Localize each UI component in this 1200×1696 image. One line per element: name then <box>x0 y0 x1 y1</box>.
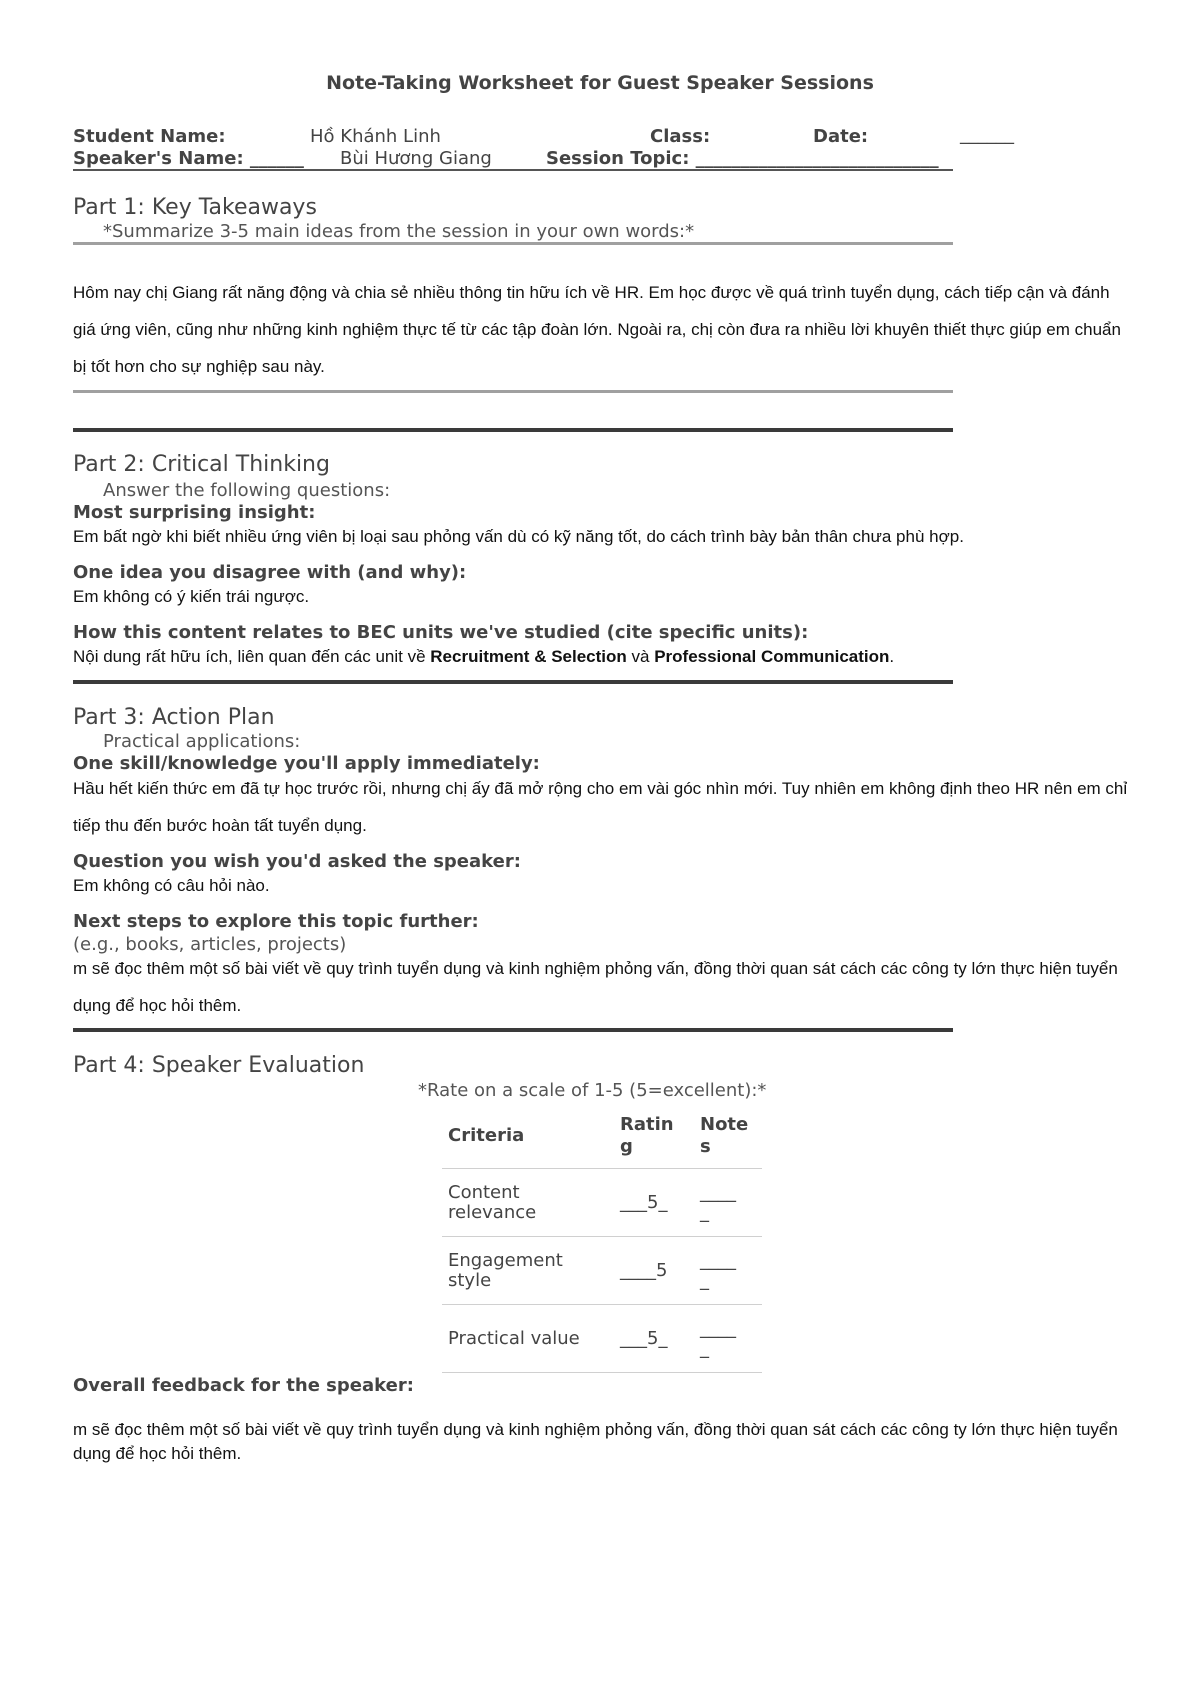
evaluation-header-row <box>442 1104 762 1169</box>
part3-question-ask: Question you wish you'd asked the speaker: <box>73 851 521 872</box>
part1-section-rule <box>73 428 953 432</box>
part2-question-bec: How this content relates to BEC units we've studied (cite specific units): <box>73 622 809 643</box>
date-label: Date: <box>813 126 869 147</box>
bec-answer-suffix: . <box>889 647 895 666</box>
col-rating: Ratin g <box>614 1104 694 1169</box>
speaker-name-value[interactable]: Bùi Hương Giang <box>340 148 492 169</box>
notes-blank: ____ _ <box>700 1181 736 1223</box>
part3-heading: Part 3: Action Plan <box>73 705 275 730</box>
header-underline <box>73 169 953 171</box>
date-blank[interactable]: ______ <box>960 124 1014 145</box>
part2-heading: Part 2: Critical Thinking <box>73 452 330 477</box>
notes-blank: ____ _ <box>700 1249 736 1291</box>
part3-question-next: Next steps to explore this topic further: <box>73 911 479 932</box>
class-label: Class: <box>650 126 711 147</box>
page-title: Note-Taking Worksheet for Guest Speaker Sessions <box>326 72 874 94</box>
notes-cell[interactable] <box>694 1169 762 1237</box>
speaker-name-label: Speaker's Name: ______ <box>73 148 304 169</box>
part3-answer-next[interactable]: m sẽ đọc thêm một số bài viết về quy trình tuyển dụng và kinh nghiệm phỏng vấn, đồng thời quan sát cách các công ty lớn thực hiện tuyển dụng để học hỏi thêm. <box>73 959 1118 1015</box>
part1-divider-bottom <box>73 390 953 393</box>
part4-heading: Part 4: Speaker Evaluation <box>73 1053 365 1078</box>
table-row <box>442 1237 762 1305</box>
part1-heading: Part 1: Key Takeaways <box>73 195 317 220</box>
part3-question-apply: One skill/knowledge you'll apply immediately: <box>73 753 540 774</box>
criteria-cell: Practical value <box>442 1305 614 1373</box>
part2-answer-bec[interactable] <box>73 647 1133 667</box>
part2-section-rule <box>73 680 953 684</box>
part3-instruction: Practical applications: <box>103 731 301 752</box>
overall-feedback-answer[interactable]: m sẽ đọc thêm một số bài viết về quy trình tuyển dụng và kinh nghiệm phỏng vấn, đồng thời quan sát cách các công ty lớn thực hiện tuyển dụng để học hỏi thêm. <box>73 1420 1118 1463</box>
part3-section-rule <box>73 1028 953 1032</box>
criteria-cell: Content relevance <box>442 1169 614 1237</box>
notes-cell[interactable] <box>694 1305 762 1373</box>
rating-cell[interactable]: ___5_ <box>614 1169 694 1237</box>
bec-answer-mid: và <box>626 647 655 666</box>
rating-cell[interactable]: ___5_ <box>614 1305 694 1373</box>
col-criteria: Criteria <box>442 1104 614 1169</box>
student-name-label: Student Name: <box>73 126 226 147</box>
part1-divider-top <box>73 242 953 245</box>
notes-cell[interactable] <box>694 1237 762 1305</box>
part2-question-disagree: One idea you disagree with (and why): <box>73 562 467 583</box>
part1-instruction: *Summarize 3-5 main ideas from the session in your own words:* <box>103 221 695 242</box>
part3-answer-apply[interactable]: Hầu hết kiến thức em đã tự học trước rồi, nhưng chị ấy đã mở rộng cho em vài góc nhìn mới. Tuy nhiên em không định theo HR nên em chỉ tiếp thu đến bước hoàn tất tuyển dụng. <box>73 779 1128 835</box>
part4-instruction: *Rate on a scale of 1-5 (5=excellent):* <box>418 1080 767 1101</box>
part2-instruction: Answer the following questions: <box>103 480 391 501</box>
criteria-cell: Engagement style <box>442 1237 614 1305</box>
overall-feedback-label: Overall feedback for the speaker: <box>73 1375 414 1396</box>
part3-next-hint: (e.g., books, articles, projects) <box>73 934 347 955</box>
bec-answer-prefix: Nội dung rất hữu ích, liên quan đến các unit về <box>73 647 431 666</box>
session-topic-label: Session Topic: ___________________________ <box>546 148 939 169</box>
col-notes: Note s <box>694 1104 762 1169</box>
bec-unit-communication: Professional Communication <box>654 647 890 666</box>
part3-answer-ask[interactable]: Em không có câu hỏi nào. <box>73 876 270 895</box>
bec-unit-recruitment: Recruitment & Selection <box>430 647 627 666</box>
part2-answer-surprising[interactable]: Em bất ngờ khi biết nhiều ứng viên bị loại sau phỏng vấn dù có kỹ năng tốt, do cách trình bày bản thân chưa phù hợp. <box>73 527 964 546</box>
rating-cell[interactable]: ____5 <box>614 1237 694 1305</box>
evaluation-table <box>442 1104 762 1373</box>
student-name-value[interactable]: Hồ Khánh Linh <box>310 126 441 147</box>
table-row <box>442 1305 762 1373</box>
part2-answer-disagree[interactable]: Em không có ý kiến trái ngược. <box>73 587 310 606</box>
part2-question-surprising: Most surprising insight: <box>73 502 316 523</box>
notes-blank: ____ _ <box>700 1317 736 1359</box>
table-row <box>442 1169 762 1237</box>
part1-answer[interactable]: Hôm nay chị Giang rất năng động và chia sẻ nhiều thông tin hữu ích về HR. Em học được về quá trình tuyển dụng, cách tiếp cận và đánh giá ứng viên, cũng như những kinh nghiệm thực tế từ các tập đoàn lớn. Ngoài ra, chị còn đưa ra nhiều lời khuyên thiết thực giúp em chuẩn bị tốt hơn cho sự nghiệp sau này. <box>73 283 1121 376</box>
